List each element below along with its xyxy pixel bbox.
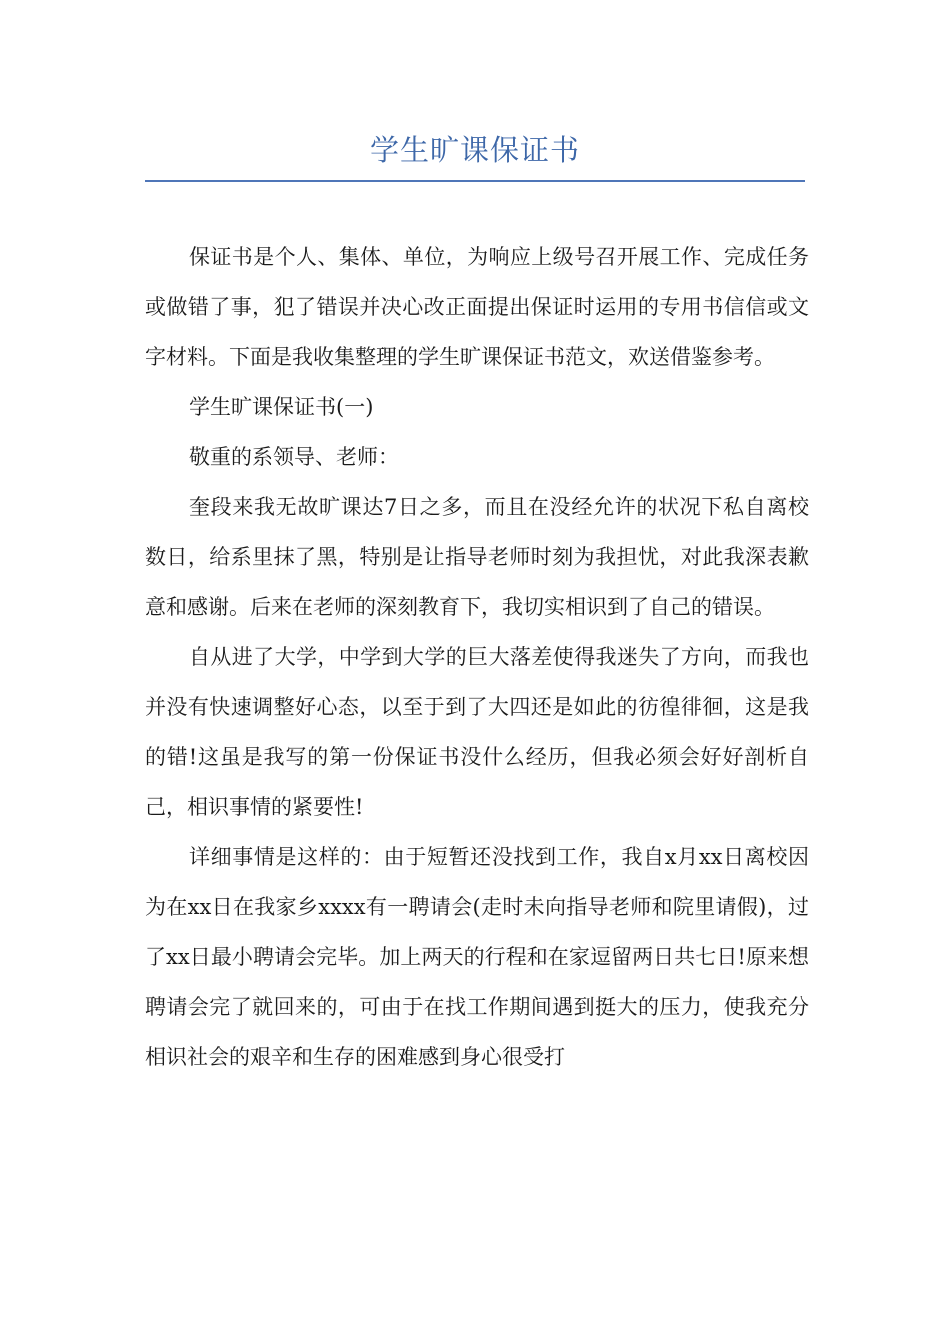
body-paragraph: 详细事情是这样的：由于短暂还没找到工作，我自x月xx日离校因为在xx日在我家乡xxxx有一聘请会(走时未向指导老师和院里请假)，过了xx日最小聘请会完毕。加上两天的行程和在家逗留两日共七日!原来想聘请会完了就回来的，可由于在找工作期间遇到挺大的压力，使我充分相识社会的艰辛和生存的困难感到身心很受打 (145, 845, 809, 1069)
document-title: 学生旷课保证书 (369, 133, 580, 167)
body-paragraph: 奎段来我无故旷课达7日之多，而且在没经允许的状况下私自离校数日，给系里抹了黑，特别是让指导老师时刻为我担忧，对此我深表歉意和感谢。后来在老师的深刻教育下，我切实相识到了自己的错误。 (145, 495, 809, 619)
body-paragraph: 自从进了大学，中学到大学的巨大落差使得我迷失了方向，而我也并没有快速调整好心态，以至于到了大四还是如此的彷徨徘徊，这是我的错!这虽是我写的第一份保证书没什么经历，但我必须会好好剖析自己，相识事情的紧要性! (145, 645, 809, 819)
salutation: 敬重的系领导、老师： (189, 445, 399, 469)
section-heading: 学生旷课保证书(一) (189, 395, 374, 419)
document-body (145, 232, 809, 1082)
title-underline (145, 180, 805, 182)
intro-paragraph: 保证书是个人、集体、单位，为响应上级号召开展工作、完成任务或做错了事，犯了错误并决心改正面提出保证时运用的专用书信信或文字材料。下面是我收集整理的学生旷课保证书范文，欢送借鉴参考。 (145, 245, 809, 369)
